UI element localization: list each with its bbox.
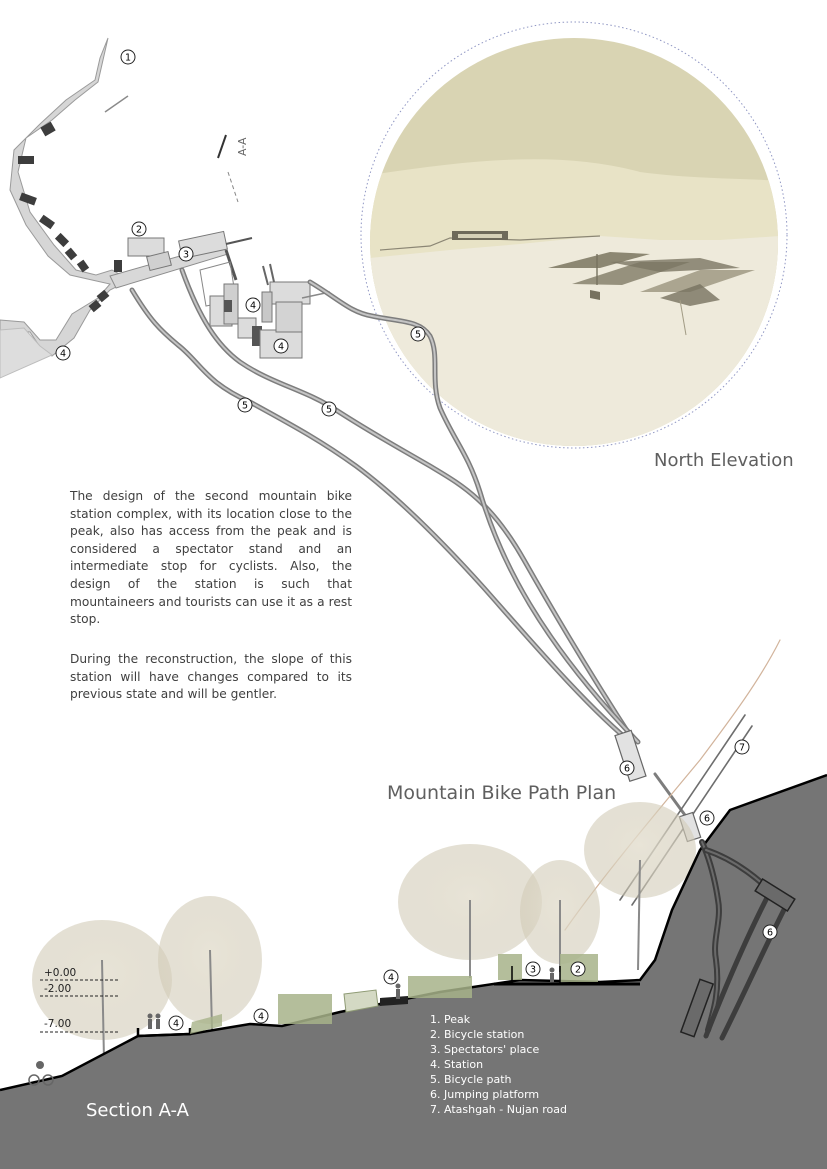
- legend-item: 5. Bicycle path: [430, 1073, 512, 1086]
- legend-item: 6. Jumping platform: [430, 1088, 540, 1101]
- plan-road-edge: [0, 328, 52, 378]
- north-elevation-title: North Elevation: [654, 450, 794, 471]
- section-spectators-place: [498, 954, 522, 980]
- marker-jumping-platform: [620, 761, 634, 775]
- legend-item: 2. Bicycle station: [430, 1028, 525, 1041]
- section-cut-mark: [218, 135, 249, 202]
- svg-text:4: 4: [59, 348, 67, 360]
- svg-text:4: 4: [172, 1018, 180, 1030]
- svg-text:5: 5: [241, 400, 249, 412]
- marker-bicycle-station: [571, 962, 585, 976]
- legend-item: 7. Atashgah - Nujan road: [430, 1103, 567, 1116]
- svg-text:4: 4: [249, 300, 257, 312]
- section-title: Section A-A: [86, 1100, 189, 1121]
- tree: [158, 896, 265, 1030]
- plan-station-complex: [110, 231, 330, 358]
- svg-text:6: 6: [766, 927, 774, 939]
- legend-item: 1. Peak: [430, 1013, 471, 1026]
- legend-item: 3. Spectators' place: [430, 1043, 540, 1056]
- marker-road: [735, 740, 749, 754]
- section-mark-label: A-A: [236, 137, 249, 156]
- marker-station: [254, 1009, 268, 1023]
- svg-text:2: 2: [574, 964, 582, 976]
- path-plan-title: Mountain Bike Path Plan: [387, 782, 617, 804]
- marker-bicycle-station: [132, 222, 146, 236]
- marker-jumping-platform: [763, 925, 777, 939]
- marker-station: [56, 346, 70, 360]
- description-paragraph-2: During the reconstruction, the slope of this station will have changes compared to its previous state and will be gentler.: [70, 652, 352, 702]
- marker-station: [246, 298, 260, 312]
- svg-text:2: 2: [135, 224, 143, 236]
- level-label-2: -2.00: [44, 983, 72, 995]
- marker-spectators-place: [179, 247, 193, 261]
- elevation-terrain: [370, 159, 790, 460]
- svg-text:7: 7: [738, 742, 746, 754]
- marker-station: [274, 339, 288, 353]
- svg-text:1: 1: [124, 52, 132, 64]
- svg-text:6: 6: [703, 813, 711, 825]
- level-label-0: +0.00: [44, 967, 77, 979]
- plan-peak-path: [0, 38, 130, 378]
- plan-bicycle-station: [128, 238, 164, 256]
- marker-jumping-platform: [700, 811, 714, 825]
- north-elevation-render: [361, 22, 790, 460]
- marker-bicycle-path: [238, 398, 252, 412]
- section-station-block-a: [278, 994, 332, 1024]
- svg-text:3: 3: [529, 964, 537, 976]
- marker-peak: [121, 50, 135, 64]
- marker-spectators-place: [526, 962, 540, 976]
- level-label-7: -7.00: [44, 1018, 72, 1030]
- svg-text:6: 6: [623, 763, 631, 775]
- svg-text:5: 5: [325, 404, 333, 416]
- svg-text:3: 3: [182, 249, 190, 261]
- marker-bicycle-path: [322, 402, 336, 416]
- marker-station: [169, 1016, 183, 1030]
- marker-bicycle-path: [411, 327, 425, 341]
- legend: [430, 1012, 567, 1117]
- description-paragraph-1: The design of the second mountain bike station complex, with its location close to the peak, also has access from the peak and is considered a spectator stand and an intermediate stop for cyclists. Also, the design of the station is such that mountaineers and tourists can use it as a rest stop.: [70, 489, 352, 627]
- svg-text:4: 4: [277, 341, 285, 353]
- svg-text:4: 4: [257, 1011, 265, 1023]
- svg-text:5: 5: [414, 329, 422, 341]
- svg-text:4: 4: [387, 972, 395, 984]
- marker-station: [384, 970, 398, 984]
- section-station-block-b: [408, 976, 472, 998]
- legend-item: 4. Station: [430, 1058, 484, 1071]
